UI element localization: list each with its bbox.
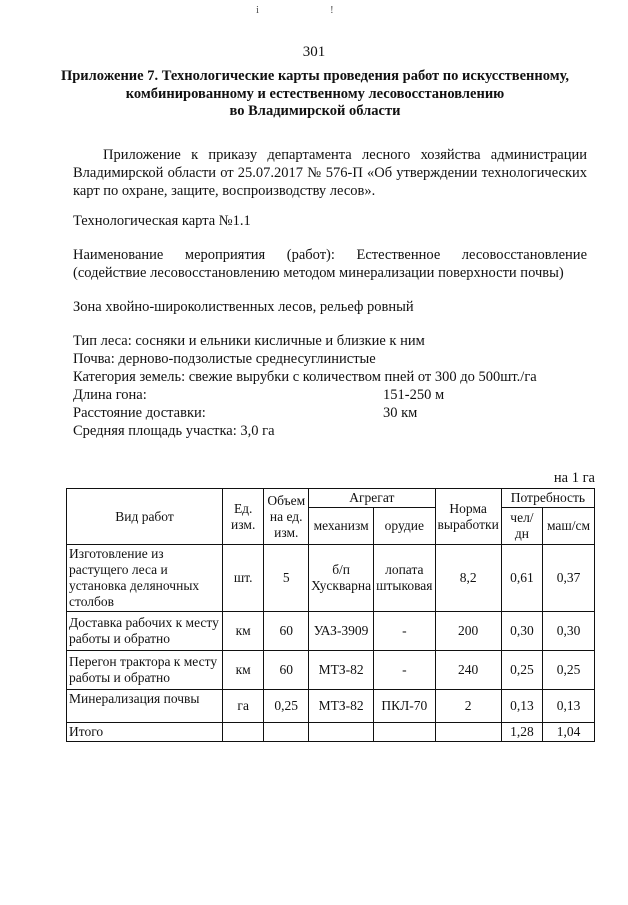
- cell-volume: 0,25: [264, 690, 309, 723]
- cell-volume: 60: [264, 612, 309, 651]
- title-line: комбинированному и естественному лесовосстановлению: [125, 85, 505, 102]
- cell-machine-shifts: 0,25: [543, 651, 595, 690]
- cell-norm: 200: [435, 612, 501, 651]
- header-person-days: чел/дн: [501, 508, 542, 545]
- cell-norm: 240: [435, 651, 501, 690]
- header-mechanism: механизм: [309, 508, 374, 545]
- title-line: Приложение 7. Технологические карты проведения работ по искусственному,: [60, 68, 570, 84]
- cell-volume: 5: [264, 545, 309, 612]
- header-need: Потребность: [501, 489, 594, 508]
- header-norm: Норма выработки: [435, 489, 501, 545]
- cell-work: Доставка рабочих к месту работы и обратно: [67, 612, 223, 651]
- table-row: [67, 612, 595, 651]
- header-aggregate: Агрегат: [309, 489, 435, 508]
- header-volume: Объем на ед. изм.: [264, 489, 309, 545]
- cell-norm: 8,2: [435, 545, 501, 612]
- work-table: [66, 488, 595, 742]
- total-empty-cell: [309, 723, 374, 742]
- activity-name-line1: Наименование мероприятия (работ): Естественное лесовосстановление: [73, 247, 587, 263]
- cell-volume: 60: [264, 651, 309, 690]
- cell-machine-shifts: 0,13: [543, 690, 595, 723]
- page-number: 301: [302, 44, 326, 60]
- land-category-line: Категория земель: свежие вырубки с количеством пней от 300 до 500шт./га: [73, 369, 537, 385]
- total-empty-cell: [435, 723, 501, 742]
- unit-note: на 1 га: [553, 470, 595, 486]
- cell-unit: шт.: [223, 545, 264, 612]
- total-machine-shifts: 1,04: [543, 723, 595, 742]
- card-title: Технологическая карта №1.1: [73, 213, 251, 229]
- header-tool: орудие: [374, 508, 435, 545]
- cell-mechanism: УАЗ-3909: [309, 612, 374, 651]
- total-label: Итого: [67, 723, 223, 742]
- activity-name-line2: (содействие лесовосстановлению методом минерализации поверхности почвы): [73, 265, 564, 281]
- cell-person-days: 0,61: [501, 545, 542, 612]
- soil-line: Почва: дерново-подзолистые среднесуглинистые: [73, 351, 376, 367]
- title-line: во Владимирской области: [229, 103, 401, 119]
- header-machine-shifts: маш/см: [543, 508, 595, 545]
- forest-type-line: Тип леса: сосняки и ельники кисличные и близкие к ним: [73, 333, 425, 349]
- scan-mark: !: [330, 4, 334, 16]
- cell-person-days: 0,30: [501, 612, 542, 651]
- cell-tool: -: [374, 612, 435, 651]
- cell-tool: ПКЛ-70: [374, 690, 435, 723]
- cell-work: Изготовление из растущего леса и установка деляночных столбов: [67, 545, 223, 612]
- intro-text: Приложение к приказу департамента лесного хозяйства администрации Владимирской области от 25.07.2017 № 576-П «Об утверждении технологических карт по охране, защите, воспроизводству лесов».: [73, 147, 587, 199]
- cell-unit: км: [223, 612, 264, 651]
- table-row: [67, 545, 595, 612]
- cell-work: Минерализация почвы: [67, 690, 223, 723]
- total-person-days: 1,28: [501, 723, 542, 742]
- table-header-row: [67, 489, 595, 508]
- cell-person-days: 0,25: [501, 651, 542, 690]
- table-total-row: [67, 723, 595, 742]
- intro-paragraph: [73, 146, 587, 200]
- cell-tool: -: [374, 651, 435, 690]
- plot-area-line: Средняя площадь участка: 3,0 га: [73, 423, 275, 439]
- table-row: [67, 651, 595, 690]
- cell-norm: 2: [435, 690, 501, 723]
- delivery-distance-label: Расстояние доставки:: [73, 405, 206, 421]
- cell-mechanism: б/п Хускварна: [309, 545, 374, 612]
- cell-person-days: 0,13: [501, 690, 542, 723]
- scan-mark: i: [256, 4, 260, 16]
- zone-line: Зона хвойно-широколиственных лесов, рельеф ровный: [73, 299, 414, 315]
- header-work: Вид работ: [67, 489, 223, 545]
- run-length-value: 151-250 м: [383, 387, 445, 403]
- document-title: [60, 68, 570, 121]
- cell-mechanism: МТЗ-82: [309, 690, 374, 723]
- cell-machine-shifts: 0,30: [543, 612, 595, 651]
- total-empty-cell: [223, 723, 264, 742]
- total-empty-cell: [374, 723, 435, 742]
- cell-mechanism: МТЗ-82: [309, 651, 374, 690]
- cell-machine-shifts: 0,37: [543, 545, 595, 612]
- cell-work: Перегон трактора к месту работы и обратно: [67, 651, 223, 690]
- run-length-label: Длина гона:: [73, 387, 147, 403]
- table-row: [67, 690, 595, 723]
- cell-unit: км: [223, 651, 264, 690]
- header-unit: Ед. изм.: [223, 489, 264, 545]
- delivery-distance-value: 30 км: [383, 405, 418, 421]
- cell-unit: га: [223, 690, 264, 723]
- total-empty-cell: [264, 723, 309, 742]
- cell-tool: лопата штыковая: [374, 545, 435, 612]
